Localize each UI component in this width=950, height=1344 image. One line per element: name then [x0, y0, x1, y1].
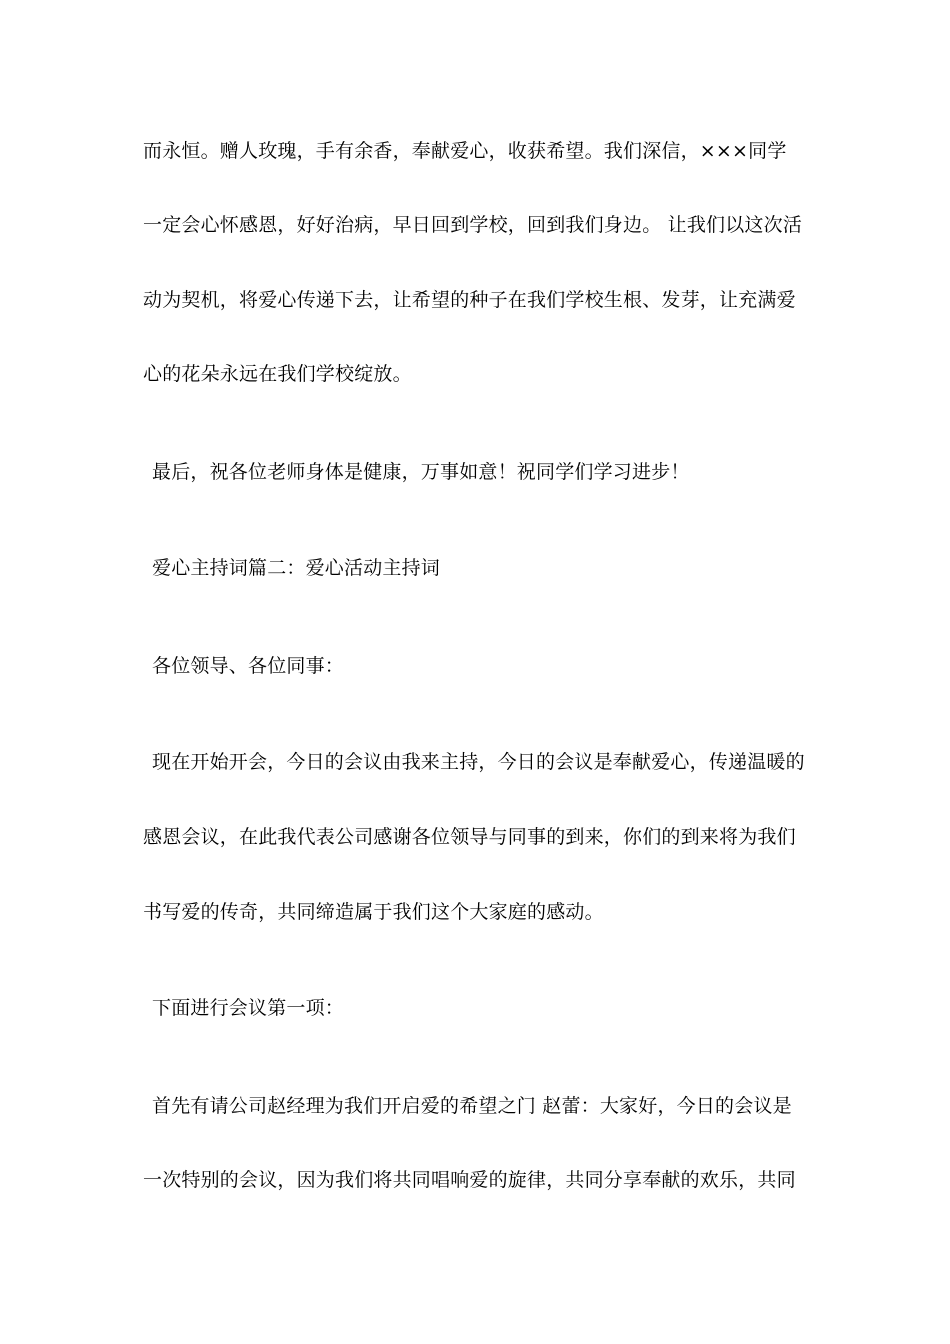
- section-heading: 爱心主持词篇二：爱心活动主持词: [152, 557, 441, 579]
- paragraph-line: 动为契机，将爱心传递下去，让希望的种子在我们学校生根、发芽，让充满爱: [143, 289, 796, 311]
- paragraph-line: 一定会心怀感恩，好好治病，早日回到学校，回到我们身边。 让我们以这次活: [143, 214, 803, 236]
- closing-wishes-line: 最后，祝各位老师身体是健康，万事如意！祝同学们学习进步！: [152, 461, 690, 483]
- paragraph-line: 首先有请公司赵经理为我们开启爱的希望之门 赵蕾：大家好，今日的会议是: [152, 1095, 792, 1117]
- paragraph-line: 现在开始开会，今日的会议由我来主持，今日的会议是奉献爱心，传递温暖的: [152, 751, 805, 773]
- paragraph-line: 而永恒。赠人玫瑰，手有余香，奉献爱心，收获希望。我们深信，×××同学: [143, 140, 787, 162]
- salutation-line: 各位领导、各位同事：: [152, 655, 345, 677]
- agenda-item-line: 下面进行会议第一项：: [152, 997, 345, 1019]
- paragraph-line: 书写爱的传奇，共同缔造属于我们这个大家庭的感动。: [143, 901, 604, 923]
- paragraph-line: 感恩会议，在此我代表公司感谢各位领导与同事的到来，你们的到来将为我们: [143, 826, 796, 848]
- paragraph-line: 心的花朵永远在我们学校绽放。: [143, 363, 412, 385]
- paragraph-line: 一次特别的会议，因为我们将共同唱响爱的旋律，共同分享奉献的欢乐，共同: [143, 1169, 796, 1191]
